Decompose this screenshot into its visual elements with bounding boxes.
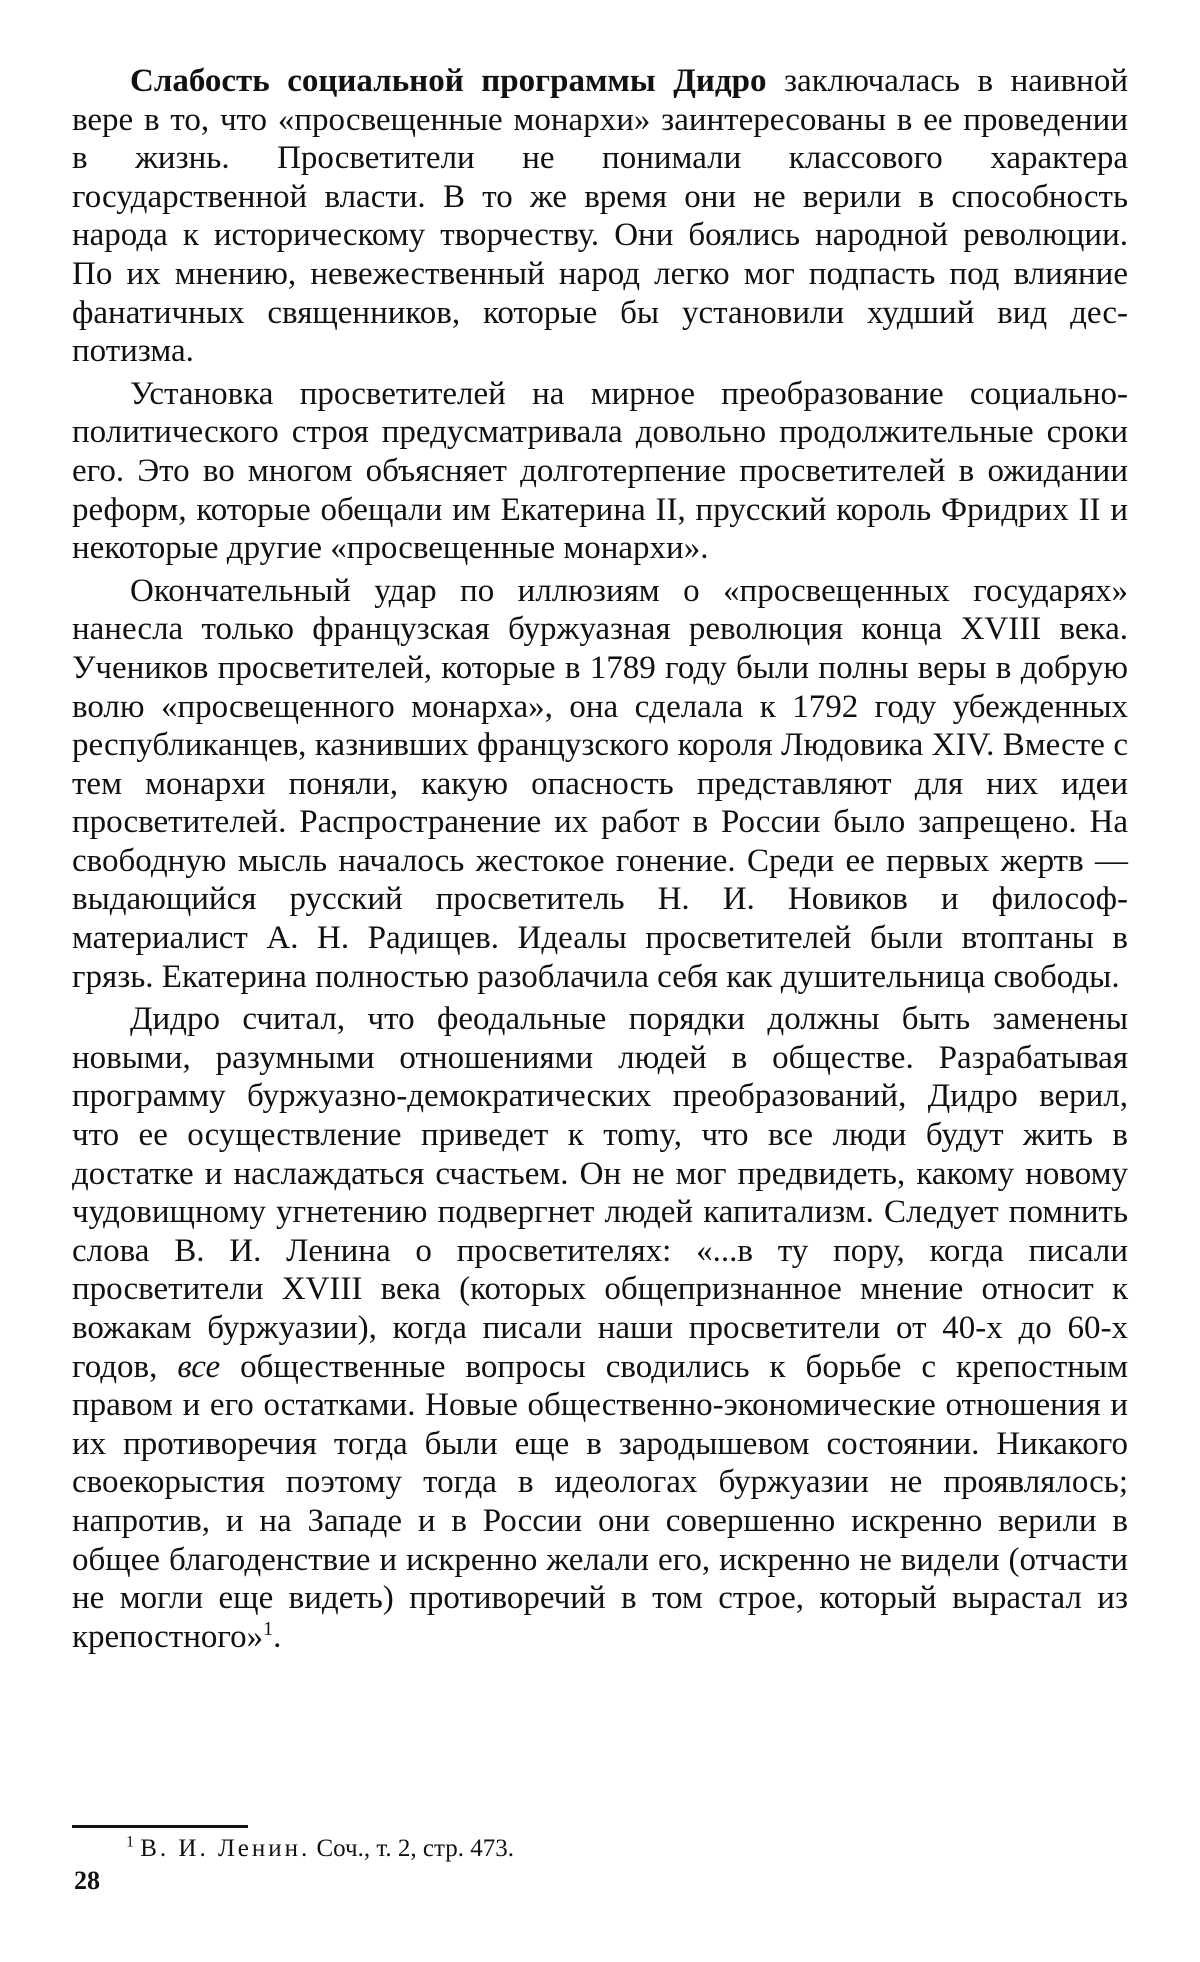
footnote — [126, 1834, 514, 1864]
paragraph-1-text: заключалась в наивной вере в то, что «просвещенные монархи» заинтересованы в ее проведении в жизнь. Просветители не понимали классового характера государственной власти. В то же время они не верили в способность народа к историческому творчеству. Они боялись народной революции. По их мнению, невежественный народ легко мог подпасть под влияние фанатичных священников, которые бы установили худший вид деспотизма. — [72, 63, 1128, 370]
paragraph-4-text-before: Дидро считал, что феодальные порядки должны быть заменены новыми, разумными отношениями людей в обществе. Разрабатывая программу буржуазно-демократических преобразований, Дидро верил, что ее осуществление приведет к тоmy, что все люди будут жить в достатке и наслаждаться счастьем. Он не мог предвидеть, какому новому чудовищному угнетению подвергнет людей капитализм. Следует помнить слова В. И. Ленина о просветителях: «...в ту пору, когда писали просветители XVIII века (которых общепризнанное мнение относит к вожакам буржуазии), когда писали наши просветители от 40-х до 60-х годов, — [72, 1001, 1128, 1385]
footnote-divider — [72, 1825, 248, 1828]
footnote-source: Соч., т. 2, стр. 473. — [310, 1835, 514, 1862]
paragraph-4-text-after: общественные вопросы сводились к борьбе с крепостным правом и его остатками. Новые общественно-экономические отношения и их противоречия тогда были еще в зародышевом состоянии. Никакого своекорыстия поэтому тогда в идеологах буржуазии не проявлялось; напротив, и на Западе и в России они совершенно искренно верили в общее благоденствие и искренно желали его, искренно не видели (отчасти не могли еще видеть) противоречий в том строе, который вырастал из крепостного» — [72, 1348, 1128, 1655]
footnote-reference[interactable]: 1 — [263, 1617, 274, 1640]
paragraph-3: Окончательный удар по иллюзиям о «просвещенных государях» нанесла только французская буржуазная революция конца XVIII века. Учеников просветителей, которые в 1789 году были полны веры в добрую волю «просвещенного монарха», она сделала к 1792 году убежденных республиканцев, казнивших французского короля Людовика XIV. Вместе с тем монархи поняли, какую опасность представляют для них идеи просветителей. Распространение их работ в России было запрещено. На свободную мысль началось жестокое гонение. Среди ее первых жертв — выдающийся русский просветитель Н. И. Новиков и философ-материалист А. Н. Радищев. Идеалы просветителей были втоптаны в грязь. Екатерина полностью разоблачила себя как душительница свободы. — [72, 572, 1128, 995]
footnote-author: В. И. Ленин. — [140, 1835, 311, 1862]
paragraph-1-lead: Слабость социальной программы Дидро — [130, 63, 767, 99]
paragraph-4-end: . — [273, 1618, 282, 1655]
footnote-mark: 1 — [126, 1833, 134, 1851]
document-body — [72, 62, 1128, 1656]
paragraph-4-emphasis: все — [177, 1348, 221, 1385]
paragraph-1 — [72, 62, 1128, 371]
page-number: 28 — [74, 1866, 100, 1895]
paragraph-2: Установка просветителей на мирное преобразование социально-политического строя предусматривала довольно продолжительные сроки его. Это во многом объясняет долготерпение просветителей в ожидании реформ, которые обещали им Екатерина II, прусский король Фридрих II и некоторые другие «просвещенные монархи». — [72, 375, 1128, 567]
paragraph-4 — [72, 1000, 1128, 1656]
